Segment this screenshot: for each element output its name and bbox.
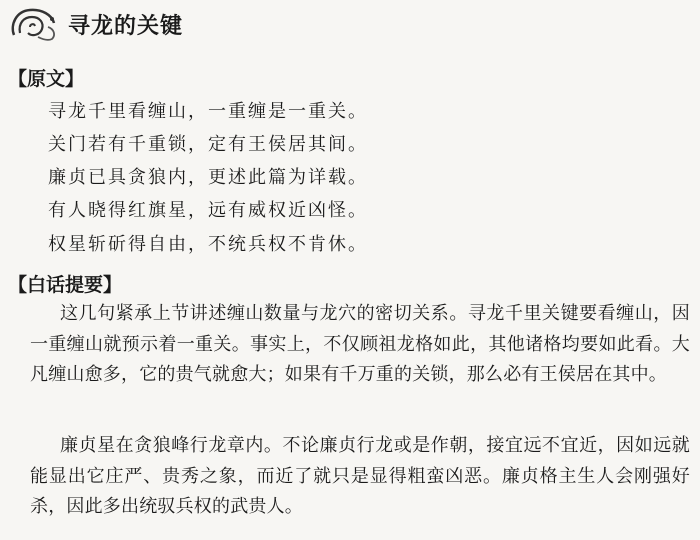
verse-line: 关门若有千重锁，定有王侯居其间。 xyxy=(48,134,368,155)
verse-line: 权星斩斫得自由，不统兵权不肯休。 xyxy=(48,234,368,255)
chapter-header xyxy=(8,4,183,44)
chapter-title: 寻龙的关键 xyxy=(68,13,184,39)
verse-line: 廉贞已具贪狼内，更述此篇为详载。 xyxy=(48,167,368,188)
dragon-emblem-icon xyxy=(8,5,60,43)
summary-paragraph: 这几句紧承上节讲述缠山数量与龙穴的密切关系。寻龙千里关键要看缠山，因一重缠山就预示着一重关。事实上，不仅顾祖龙格如此，其他诸格均要如此看。大凡缠山愈多，它的贵气就愈大；如果有千万重的关锁，那么必有王侯居在其中。 xyxy=(30,303,690,385)
verse-line: 寻龙千里看缠山，一重缠是一重关。 xyxy=(48,101,368,122)
summary-heading: 【白话提要】 xyxy=(8,274,123,296)
summary-paragraph: 廉贞星在贪狼峰行龙章内。不论廉贞行龙或是作朝，接宜远不宜近，因如远就能显出它庄严、贵秀之象，而近了就只是显得粗蛮凶恶。廉贞格主生人会刚强好杀，因此多出统驭兵权的武贵人。 xyxy=(30,435,690,517)
verse-line: 有人晓得红旗星，远有威权近凶怪。 xyxy=(48,200,368,221)
original-text-heading: 【原文】 xyxy=(8,68,85,90)
